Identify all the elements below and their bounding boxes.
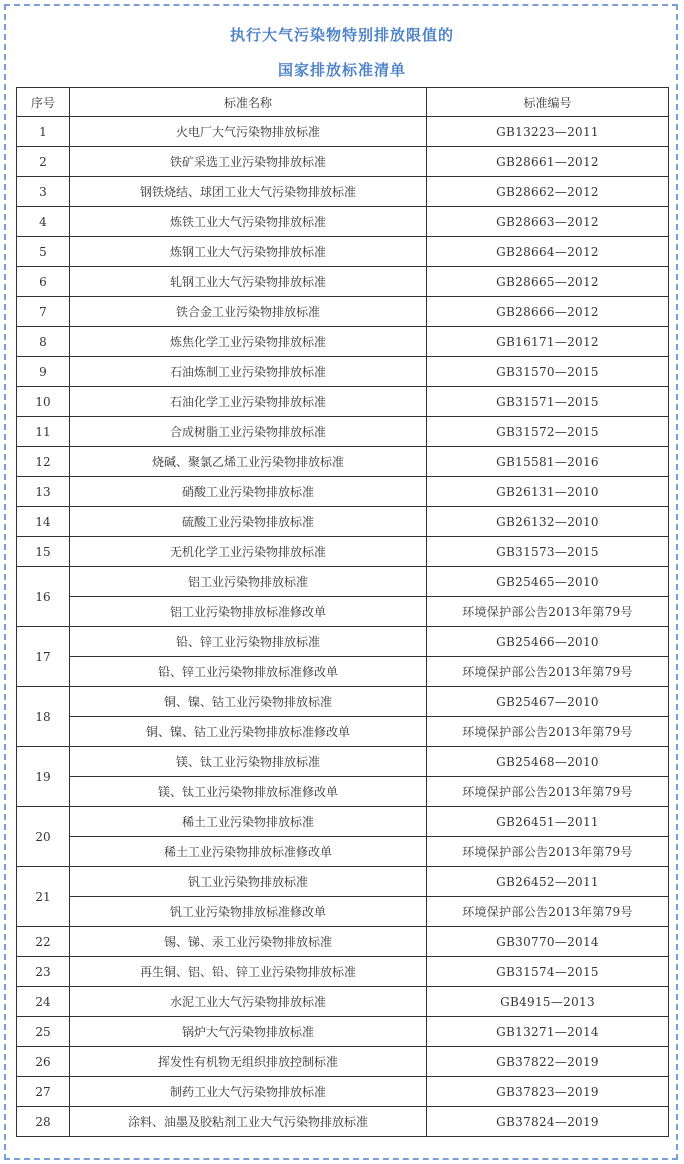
row-number: 16 (17, 567, 70, 627)
standard-code: GB31573—2015 (427, 537, 669, 567)
standard-code: GB26131—2010 (427, 477, 669, 507)
row-number: 13 (17, 477, 70, 507)
standard-code: GB16171—2012 (427, 327, 669, 357)
standard-code: GB13271—2014 (427, 1017, 669, 1047)
standard-name: 铅、锌工业污染物排放标准 (70, 627, 427, 657)
standard-code: 环境保护部公告2013年第79号 (427, 657, 669, 687)
standard-name: 锡、锑、汞工业污染物排放标准 (70, 927, 427, 957)
row-number: 3 (17, 177, 70, 207)
table-header-row (17, 88, 669, 117)
table-row (17, 297, 669, 327)
table-row (17, 747, 669, 777)
table-row (17, 327, 669, 357)
standard-name: 铝工业污染物排放标准修改单 (70, 597, 427, 627)
standard-name: 制药工业大气污染物排放标准 (70, 1077, 427, 1107)
standard-code: GB28665—2012 (427, 267, 669, 297)
table-body (17, 117, 669, 1137)
table-row (17, 357, 669, 387)
row-number: 24 (17, 987, 70, 1017)
table-row (17, 987, 669, 1017)
standard-name: 烧碱、聚氯乙烯工业污染物排放标准 (70, 447, 427, 477)
standard-name: 稀土工业污染物排放标准修改单 (70, 837, 427, 867)
standard-name: 铁矿采选工业污染物排放标准 (70, 147, 427, 177)
standard-name: 再生铜、铝、铅、锌工业污染物排放标准 (70, 957, 427, 987)
table-row (17, 567, 669, 597)
standards-table (16, 87, 669, 1137)
table-row (17, 627, 669, 657)
standard-name: 铜、镍、钴工业污染物排放标准 (70, 687, 427, 717)
page-title-line2: 国家排放标准清单 (277, 61, 406, 79)
standard-code: GB25465—2010 (427, 567, 669, 597)
table-row (17, 507, 669, 537)
standard-name: 稀土工业污染物排放标准 (70, 807, 427, 837)
standard-code: GB26451—2011 (427, 807, 669, 837)
standard-name: 涂料、油墨及胶粘剂工业大气污染物排放标准 (70, 1107, 427, 1137)
page-title-line1: 执行大气污染物特别排放限值的 (229, 26, 454, 44)
row-number: 4 (17, 207, 70, 237)
standard-name: 钢铁烧结、球团工业大气污染物排放标准 (70, 177, 427, 207)
table-row (17, 687, 669, 717)
standard-name: 硫酸工业污染物排放标准 (70, 507, 427, 537)
standard-code: GB13223—2011 (427, 117, 669, 147)
standard-code: 环境保护部公告2013年第79号 (427, 717, 669, 747)
standard-code: GB28664—2012 (427, 237, 669, 267)
row-number: 17 (17, 627, 70, 687)
column-header-no: 序号 (17, 88, 70, 117)
standard-name: 铅、锌工业污染物排放标准修改单 (70, 657, 427, 687)
table-row (17, 417, 669, 447)
row-number: 6 (17, 267, 70, 297)
table-row (17, 1047, 669, 1077)
standard-code: GB31574—2015 (427, 957, 669, 987)
row-number: 5 (17, 237, 70, 267)
table-row (17, 897, 669, 927)
standard-code: 环境保护部公告2013年第79号 (427, 597, 669, 627)
row-number: 22 (17, 927, 70, 957)
standard-name: 石油化学工业污染物排放标准 (70, 387, 427, 417)
standard-code: GB25466—2010 (427, 627, 669, 657)
table-row (17, 927, 669, 957)
row-number: 20 (17, 807, 70, 867)
table-row (17, 537, 669, 567)
row-number: 27 (17, 1077, 70, 1107)
row-number: 11 (17, 417, 70, 447)
table-row (17, 147, 669, 177)
table-row (17, 207, 669, 237)
standard-code: GB28663—2012 (427, 207, 669, 237)
table-row (17, 657, 669, 687)
row-number: 21 (17, 867, 70, 927)
standard-code: GB28666—2012 (427, 297, 669, 327)
standard-code: GB26452—2011 (427, 867, 669, 897)
table-row (17, 957, 669, 987)
row-number: 12 (17, 447, 70, 477)
table-row (17, 387, 669, 417)
standard-code: 环境保护部公告2013年第79号 (427, 897, 669, 927)
standard-name: 炼钢工业大气污染物排放标准 (70, 237, 427, 267)
standard-code: GB25467—2010 (427, 687, 669, 717)
table-row (17, 447, 669, 477)
row-number: 28 (17, 1107, 70, 1137)
row-number: 18 (17, 687, 70, 747)
row-number: 7 (17, 297, 70, 327)
standard-name: 镁、钛工业污染物排放标准 (70, 747, 427, 777)
standard-code: GB31570—2015 (427, 357, 669, 387)
table-row (17, 267, 669, 297)
table-row (17, 777, 669, 807)
row-number: 10 (17, 387, 70, 417)
standard-code: GB25468—2010 (427, 747, 669, 777)
column-header-name: 标准名称 (70, 88, 427, 117)
standard-code: 环境保护部公告2013年第79号 (427, 777, 669, 807)
table-row (17, 807, 669, 837)
standard-code: GB28661—2012 (427, 147, 669, 177)
row-number: 26 (17, 1047, 70, 1077)
row-number: 15 (17, 537, 70, 567)
standard-name: 铁合金工业污染物排放标准 (70, 297, 427, 327)
row-number: 25 (17, 1017, 70, 1047)
table-row (17, 1107, 669, 1137)
standard-code: GB37824—2019 (427, 1107, 669, 1137)
table-row (17, 477, 669, 507)
standard-code: GB31572—2015 (427, 417, 669, 447)
standard-name: 钒工业污染物排放标准 (70, 867, 427, 897)
standard-code: GB15581—2016 (427, 447, 669, 477)
standard-name: 锅炉大气污染物排放标准 (70, 1017, 427, 1047)
table-row (17, 117, 669, 147)
table-row (17, 867, 669, 897)
standard-name: 钒工业污染物排放标准修改单 (70, 897, 427, 927)
table-row (17, 837, 669, 867)
table-row (17, 597, 669, 627)
row-number: 23 (17, 957, 70, 987)
standard-name: 轧钢工业大气污染物排放标准 (70, 267, 427, 297)
row-number: 19 (17, 747, 70, 807)
standard-name: 石油炼制工业污染物排放标准 (70, 357, 427, 387)
standard-code: GB31571—2015 (427, 387, 669, 417)
table-row (17, 1077, 669, 1107)
standard-name: 炼焦化学工业污染物排放标准 (70, 327, 427, 357)
standard-name: 挥发性有机物无组织排放控制标准 (70, 1047, 427, 1077)
standard-code: GB30770—2014 (427, 927, 669, 957)
standard-code: GB26132—2010 (427, 507, 669, 537)
standard-code: 环境保护部公告2013年第79号 (427, 837, 669, 867)
standard-name: 无机化学工业污染物排放标准 (70, 537, 427, 567)
standard-name: 水泥工业大气污染物排放标准 (70, 987, 427, 1017)
standard-name: 铝工业污染物排放标准 (70, 567, 427, 597)
standard-name: 火电厂大气污染物排放标准 (70, 117, 427, 147)
standard-code: GB4915—2013 (427, 987, 669, 1017)
row-number: 8 (17, 327, 70, 357)
table-row (17, 177, 669, 207)
standard-name: 铜、镍、钴工业污染物排放标准修改单 (70, 717, 427, 747)
standard-code: GB28662—2012 (427, 177, 669, 207)
standard-name: 炼铁工业大气污染物排放标准 (70, 207, 427, 237)
standard-code: GB37823—2019 (427, 1077, 669, 1107)
standard-code: GB37822—2019 (427, 1047, 669, 1077)
row-number: 1 (17, 117, 70, 147)
row-number: 2 (17, 147, 70, 177)
row-number: 9 (17, 357, 70, 387)
table-row (17, 237, 669, 267)
table-row (17, 1017, 669, 1047)
standard-name: 硝酸工业污染物排放标准 (70, 477, 427, 507)
row-number: 14 (17, 507, 70, 537)
table-row (17, 717, 669, 747)
standard-name: 镁、钛工业污染物排放标准修改单 (70, 777, 427, 807)
standard-name: 合成树脂工业污染物排放标准 (70, 417, 427, 447)
column-header-code: 标准编号 (427, 88, 669, 117)
